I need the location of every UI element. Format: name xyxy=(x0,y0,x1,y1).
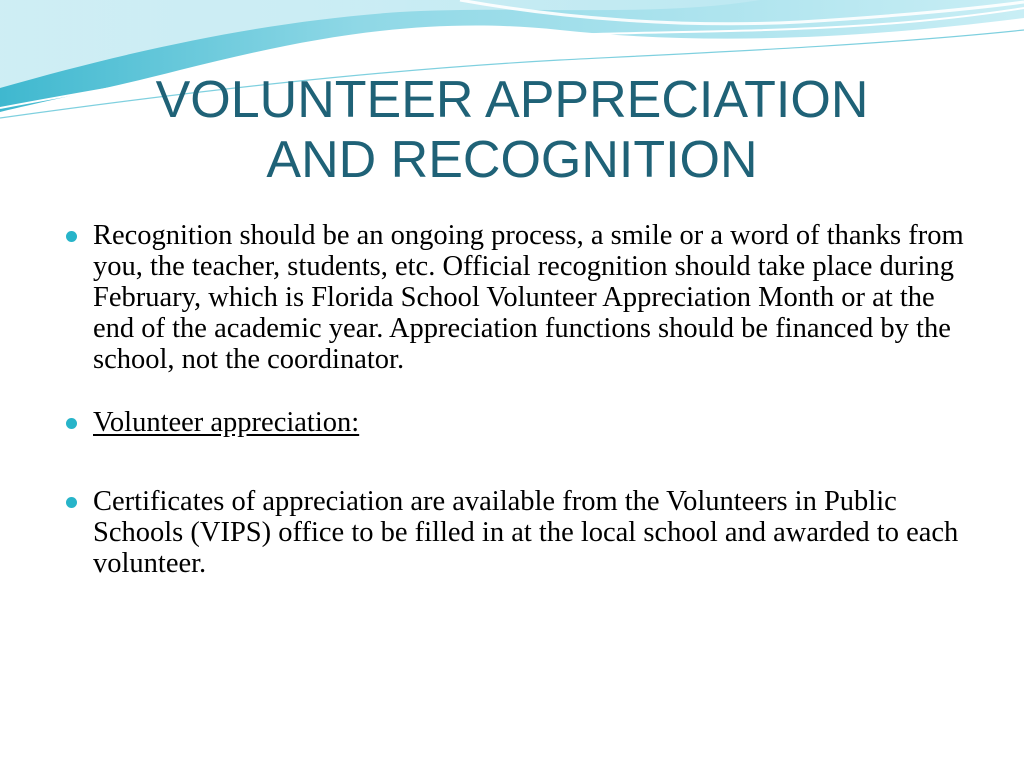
title-line-2: AND RECOGNITION xyxy=(266,131,758,189)
bullet-item-volunteer-appreciation xyxy=(62,407,967,438)
bullet-dot-icon xyxy=(66,497,77,508)
slide-title xyxy=(0,70,1024,190)
bullet-item-certificates xyxy=(62,486,967,579)
bullet-dot-icon xyxy=(66,231,77,242)
bullet-text: Recognition should be an ongoing process, a smile or a word of thanks from you, the teacher, students, etc. Official recognition should take place during February, which is Florida School Volunteer Appreciation Month or at the end of the academic year. Appreciation functions should be financed by the school, not the coordinator. xyxy=(93,220,964,375)
title-line-1: VOLUNTEER APPRECIATION xyxy=(155,71,869,129)
bullet-text: Certificates of appreciation are available from the Volunteers in Public Schools (VIPS) office to be filled in at the local school and awarded to each volunteer. xyxy=(93,486,959,579)
bullet-item-recognition xyxy=(62,220,967,375)
bullet-dot-icon xyxy=(66,418,77,429)
bullet-text-underlined: Volunteer appreciation: xyxy=(93,407,360,438)
bullet-list xyxy=(62,220,967,579)
